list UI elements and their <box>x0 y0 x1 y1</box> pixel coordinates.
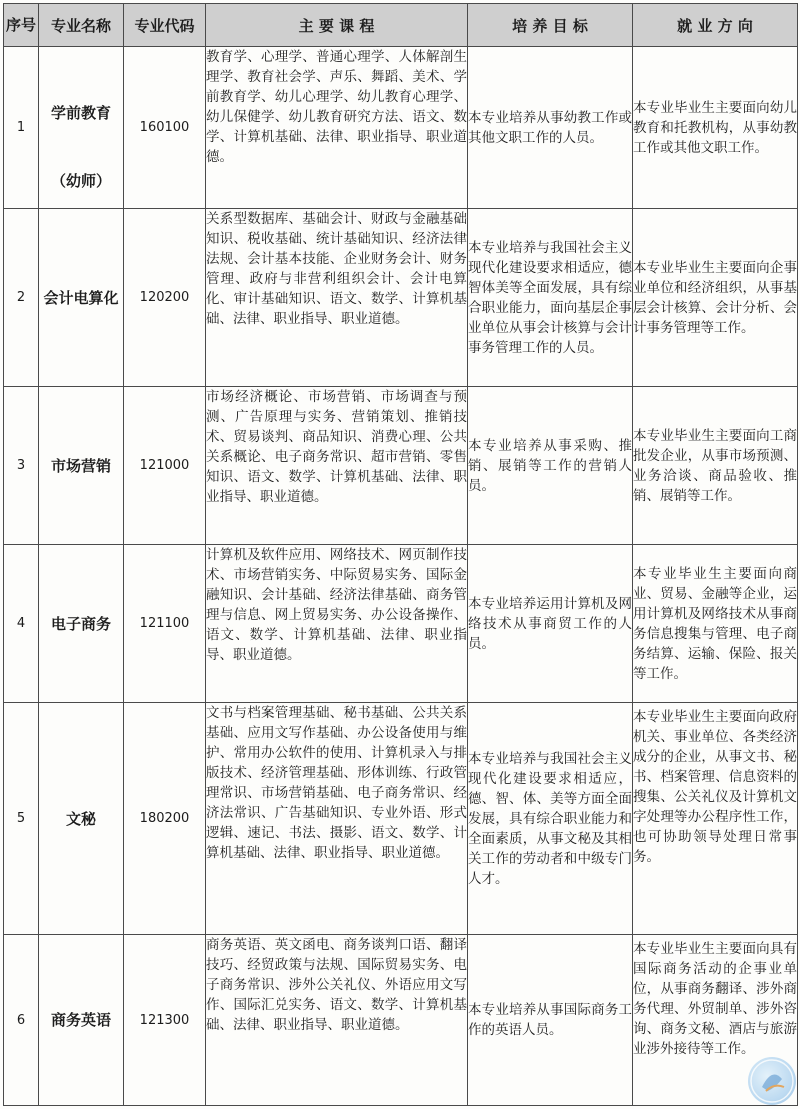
table-row <box>4 703 798 935</box>
table-row <box>4 47 798 209</box>
header-career: 就 业 方 向 <box>633 4 798 47</box>
majors-table <box>3 3 798 1106</box>
row-goal: 本专业培养与我国社会主义现代化建设要求相适应，德、智、体、美等方面全面发展，具有综合职业能力和全面素质，从事文秘及其相关工作的劳动者和中级专门人才。 <box>468 703 633 935</box>
row-name: 电子商务 <box>39 545 124 703</box>
row-name <box>39 47 124 209</box>
row-code: 121300 <box>124 935 206 1106</box>
row-courses: 计算机及软件应用、网络技术、网页制作技术、市场营销实务、中际贸易实务、国际金融知识、会计基础、经济法律基础、商务管理与信息、网上贸易实务、办公设备操作、语文、数学、计算机基础、法律、职业指导、职业道德。 <box>206 545 468 703</box>
row-name: 市场营销 <box>39 387 124 545</box>
row-name-text: 学前教育 <box>50 103 111 122</box>
row-name: 商务英语 <box>39 935 124 1106</box>
header-name: 专业名称 <box>39 4 124 47</box>
row-seq: 2 <box>4 209 39 387</box>
row-code: 121000 <box>124 387 206 545</box>
table-header-row <box>4 4 798 47</box>
row-code: 121100 <box>124 545 206 703</box>
row-goal: 本专业培养与我国社会主义现代化建设要求相适应，德智体美等全面发展，具有综合职业能力，面向基层企事业单位从事会计核算与会计事务管理工作的人员。 <box>468 209 633 387</box>
row-courses: 教育学、心理学、普通心理学、人体解剖生理学、教育社会学、声乐、舞蹈、美术、学前教育学、幼儿心理学、幼儿教育心理学、幼儿保健学、幼儿教育研究方法、语文、数学、计算机基础、法律、职业指导、职业道德。 <box>206 47 468 209</box>
row-name: 会计电算化 <box>39 209 124 387</box>
row-career: 本专业毕业生主要面向政府机关、事业单位、各类经济成分的企业，从事文书、秘书、档案管理、信息资料的搜集、公关礼仪及计算机文字处理等办公程序性工作，也可协助领导处理日常事务。 <box>633 703 798 935</box>
row-name-note: （幼师） <box>50 171 111 190</box>
row-goal: 本专业培养从事采购、推销、展销等工作的营销人员。 <box>468 387 633 545</box>
row-courses: 商务英语、英文函电、商务谈判口语、翻译技巧、经贸政策与法规、国际贸易实务、电子商务常识、涉外公关礼仪、外语应用文写作、国际汇兑实务、语文、数学、计算机基础、法律、职业指导、职业道德。 <box>206 935 468 1106</box>
row-code: 180200 <box>124 703 206 935</box>
header-seq: 序号 <box>4 4 39 47</box>
header-courses: 主 要 课 程 <box>206 4 468 47</box>
row-seq: 4 <box>4 545 39 703</box>
row-seq: 6 <box>4 935 39 1106</box>
row-courses: 文书与档案管理基础、秘书基础、公共关系基础、应用文写作基础、办公设备使用与维护、常用办公软件的使用、计算机录入与排版技术、经济管理基础、形体训练、行政管理常识、市场营销基础、电子商务常识、经济法常识、广告基础知识、专业外语、形式逻辑、速记、书法、摄影、语文、数学、计算机基础、法律、职业指导、职业道德。 <box>206 703 468 935</box>
row-goal: 本专业培养从事国际商务工作的英语人员。 <box>468 935 633 1106</box>
table-row <box>4 209 798 387</box>
header-code: 专业代码 <box>124 4 206 47</box>
row-code: 120200 <box>124 209 206 387</box>
row-goal: 本专业培养运用计算机及网络技术从事商贸工作的人员。 <box>468 545 633 703</box>
row-goal: 本专业培养从事幼教工作或其他文职工作的人员。 <box>468 47 633 209</box>
row-courses: 市场经济概论、市场营销、市场调查与预测、广告原理与实务、营销策划、推销技术、贸易谈判、商品知识、消费心理、公共关系概论、电子商务常识、超市营销、零售知识、语文、数学、计算机基础、法律、职业指导、职业道德。 <box>206 387 468 545</box>
logo-watermark-icon <box>748 1057 796 1105</box>
row-career: 本专业毕业生主要面向企事业单位和经济组织，从事基层会计核算、会计分析、会计事务管理等工作。 <box>633 209 798 387</box>
row-seq: 5 <box>4 703 39 935</box>
table-row <box>4 387 798 545</box>
row-career: 本专业毕业生主要面向商业、贸易、金融等企业，运用计算机及网络技术从事商务信息搜集与管理、电子商务结算、运输、保险、报关等工作。 <box>633 545 798 703</box>
row-seq: 1 <box>4 47 39 209</box>
header-goal: 培 养 目 标 <box>468 4 633 47</box>
table-row <box>4 545 798 703</box>
row-career: 本专业毕业生主要面向工商批发企业，从事市场预测、业务洽谈、商品验收、推销、展销等工作。 <box>633 387 798 545</box>
row-code: 160100 <box>124 47 206 209</box>
row-career: 本专业毕业生主要面向具有国际商务活动的企事业单位，从事商务翻译、涉外商务代理、外贸制单、涉外咨询、商务文秘、酒店与旅游业涉外接待等工作。 <box>633 935 798 1106</box>
table-row <box>4 935 798 1106</box>
row-courses: 关系型数据库、基础会计、财政与金融基础知识、税收基础、统计基础知识、经济法律法规、会计基本技能、企业财务会计、财务管理、政府与非营利组织会计、会计电算化、审计基础知识、语文、数学、计算机基础、法律、职业指导、职业道德。 <box>206 209 468 387</box>
row-career: 本专业毕业生主要面向幼儿教育和托教机构，从事幼教工作或其他文职工作。 <box>633 47 798 209</box>
row-seq: 3 <box>4 387 39 545</box>
row-name: 文秘 <box>39 703 124 935</box>
